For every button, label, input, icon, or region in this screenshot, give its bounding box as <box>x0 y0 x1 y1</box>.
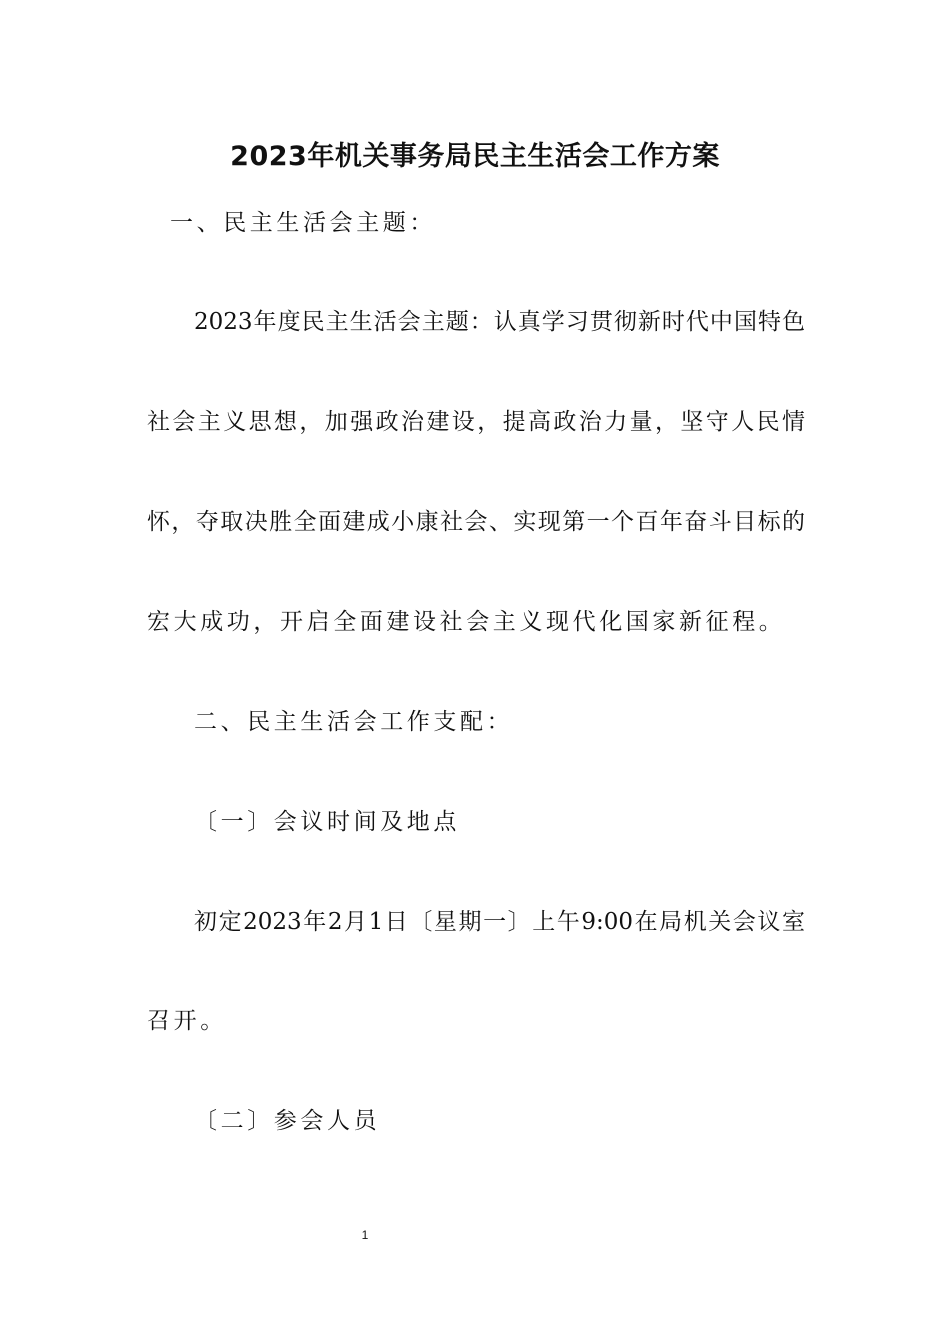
section-heading-arrangement: 二、民主生活会工作支配： <box>194 709 514 735</box>
document-title: 2023年机关事务局民主生活会工作方案 <box>230 141 720 172</box>
page-number: 1 <box>361 1228 369 1242</box>
subsection-heading-attendees: 〔二〕参会人员 <box>194 1108 381 1134</box>
paragraph-line: 怀，夺取决胜全面建成小康社会、实现第一个百年奋斗目标的 <box>147 509 805 535</box>
paragraph-line: 社会主义思想，加强政治建设，提高政治力量，坚守人民情 <box>147 409 805 435</box>
paragraph-line: 召开。 <box>147 1008 227 1034</box>
section-heading-theme: 一、民主生活会主题： <box>170 210 436 236</box>
paragraph-line: 宏大成功，开启全面建设社会主义现代化国家新征程。 <box>147 609 786 635</box>
paragraph-line: 2023年度民主生活会主题：认真学习贯彻新时代中国特色 <box>194 309 805 335</box>
subsection-heading-time-place: 〔一〕会议时间及地点 <box>194 809 460 835</box>
paragraph-line: 初定2023年2月1日〔星期一〕上午9:00在局机关会议室 <box>194 909 805 935</box>
